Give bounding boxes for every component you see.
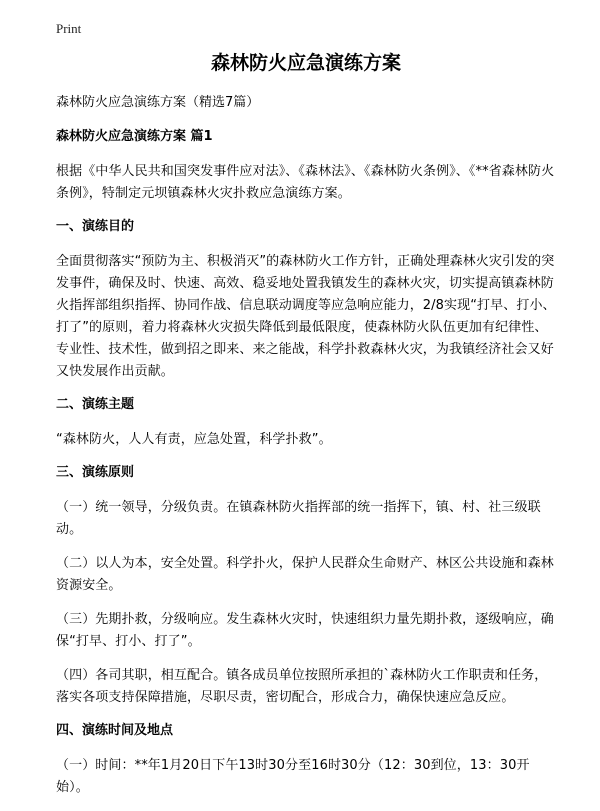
part-heading: 森林防火应急演练方案 篇1 bbox=[56, 129, 213, 144]
section-paragraph: （二）以人为本，安全处置。科学扑火，保护人民群众生命财产、林区公共设施和森林资源安全。 bbox=[56, 556, 554, 593]
print-link[interactable]: Print bbox=[56, 21, 82, 36]
section-heading-theme: 二、演练主题 bbox=[56, 397, 135, 412]
section-paragraph: （四）各司其职，相互配合。镇各成员单位按照所承担的`森林防火工作职责和任务，落实各项支持保障措施，尽职尽责，密切配合，形成合力，确保快速应急反应。 bbox=[56, 668, 548, 705]
section-heading-time-location: 四、演练时间及地点 bbox=[56, 723, 174, 738]
document bbox=[56, 50, 556, 811]
document-title: 森林防火应急演练方案 bbox=[210, 52, 401, 74]
section-heading-principles: 三、演练原则 bbox=[56, 465, 135, 480]
section-heading-purpose: 一、演练目的 bbox=[56, 219, 135, 234]
document-subtitle: 森林防火应急演练方案（精选7篇） bbox=[56, 95, 260, 110]
section-paragraph: （一）时间：**年1月20日下午13时30分至16时30分（12：30到位，13：30开始）。 bbox=[56, 758, 530, 795]
intro-paragraph: 根据《中华人民共和国突发事件应对法》、《森林法》、《森林防火条例》、《**省森林防火条例》，特制定元坝镇森林火灾扑救应急演练方案。 bbox=[56, 164, 555, 201]
section-paragraph: 全面贯彻落实“预防为主、积极消灭”的森林防火工作方针，正确处理森林火灾引发的突发事件，确保及时、快速、高效、稳妥地处置我镇发生的森林火灾，切实提高镇森林防火指挥部组织指挥、协同作战、信息联动调度等应急响应能力，2/8实现“打早、打小、打了”的原则，着力将森林火灾损失降低到最低限度，使森林防火队伍更加有纪律性、专业性、技术性，做到招之即来、来之能战，科学扑救森林火灾，为我镇经济社会又好又快发展作出贡献。 bbox=[56, 254, 556, 379]
section-paragraph: （三）先期扑救，分级响应。发生森林火灾时，快速组织力量先期扑救，逐级响应，确保“打早、打小、打了”。 bbox=[56, 612, 554, 649]
section-paragraph: “森林防火，人人有责，应急处置，科学扑救”。 bbox=[56, 432, 332, 447]
section-paragraph: （一）统一领导，分级负责。在镇森林防火指挥部的统一指挥下，镇、村、社三级联动。 bbox=[56, 500, 541, 537]
